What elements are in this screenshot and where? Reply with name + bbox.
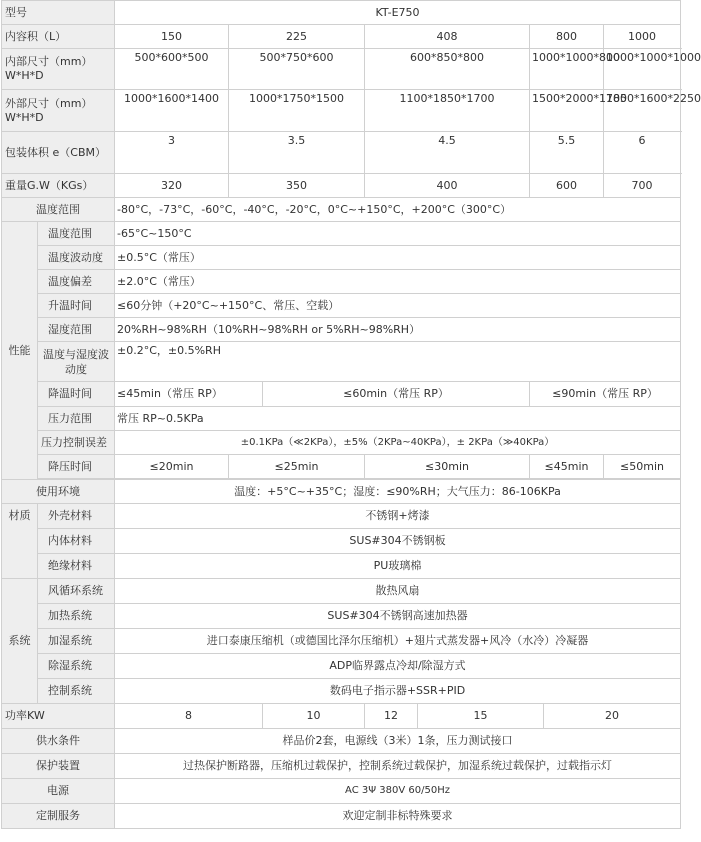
power-label: 功率KW (2, 704, 115, 729)
model-value: KT-E750 (115, 1, 681, 25)
row-outer-size (2, 90, 681, 132)
system-group-label: 系统 (2, 579, 38, 704)
outer-size-cell: 1000*1600*1400 (115, 90, 229, 132)
capacity-cell: 1000 (604, 25, 681, 49)
temp-fluct-label: 温度波动度 (38, 246, 115, 270)
inner-material-value: SUS#304不锈钢板 (115, 529, 681, 554)
outer-size-cell: 1500*2000*1700 (530, 90, 604, 132)
depress-time-label: 降压时间 (38, 455, 115, 479)
row-supply (2, 779, 681, 804)
air-label: 风循环系统 (38, 579, 115, 604)
cool-time-cell: ≤90min（常压 RP） (530, 382, 681, 407)
temp-dev-label: 温度偏差 (38, 270, 115, 294)
spec-table (1, 0, 701, 829)
heat-time-value: ≤60分钟（+20°C~+150°C、常压、空载） (115, 294, 681, 318)
perf-temp-range-value: -65°C~150°C (115, 222, 681, 246)
pressure-error-label: 压力控制误差 (38, 431, 115, 455)
row-water (2, 729, 681, 754)
row-temp-fluct (2, 246, 681, 270)
depress-time-cell: ≤20min (115, 455, 229, 479)
weight-label: 重量G.W（KGs） (2, 174, 115, 198)
weight-cell: 350 (229, 174, 365, 198)
pressure-range-label: 压力范围 (38, 407, 115, 431)
row-depress-time (2, 455, 681, 479)
capacity-cell: 800 (530, 25, 604, 49)
row-material-insulation (2, 554, 681, 579)
perf-temp-range-label: 温度范围 (38, 222, 115, 246)
power-cell: 15 (418, 704, 544, 729)
weight-cell: 320 (115, 174, 229, 198)
performance-group-label: 性能 (2, 222, 38, 480)
water-label: 供水条件 (2, 729, 115, 754)
shell-value: 不锈钢+烤漆 (115, 504, 681, 529)
supply-value: AC 3Ψ 380V 60/50Hz (115, 779, 681, 804)
protection-value: 过热保护断路器，压缩机过载保护，控制系统过载保护，加湿系统过载保护，过载指示灯 (115, 754, 681, 779)
row-weight (2, 174, 681, 198)
row-perf-temp-range (2, 222, 681, 246)
temp-range-value: -80°C，-73°C，-60°C，-40°C，-20°C，0°C~+150°C，+200°C（300°C） (115, 198, 681, 222)
row-system-heating (2, 604, 681, 629)
row-temp-range (2, 198, 681, 222)
shell-label: 外壳材料 (38, 504, 115, 529)
pressure-error-value: ±0.1KPa（≪2KPa），±5%（2KPa~40KPa），± 2KPa（≫40KPa） (115, 431, 681, 455)
temp-range-label: 温度范围 (2, 198, 115, 222)
row-heat-time (2, 294, 681, 318)
weight-cell: 600 (530, 174, 604, 198)
row-package (2, 132, 681, 174)
environment-label: 使用环境 (2, 480, 115, 504)
cool-time-cell: ≤45min（常压 RP） (115, 382, 263, 407)
control-label: 控制系统 (38, 679, 115, 704)
depress-time-cell: ≤45min (530, 455, 604, 479)
row-environment (2, 480, 681, 504)
temp-fluct-value: ±0.5°C（常压） (115, 246, 681, 270)
custom-value: 欢迎定制非标特殊要求 (115, 804, 681, 829)
package-cell: 5.5 (530, 132, 604, 174)
inner-size-cell: 500*750*600 (229, 49, 365, 90)
outer-size-cell: 1000*1750*1500 (229, 90, 365, 132)
material-group-label: 材质 (2, 504, 38, 579)
row-protection (2, 754, 681, 779)
capacity-cell: 408 (365, 25, 530, 49)
row-system-air (2, 579, 681, 604)
custom-label: 定制服务 (2, 804, 115, 829)
row-power (2, 704, 681, 729)
model-label: 型号 (2, 1, 115, 25)
row-material-inner (2, 529, 681, 554)
inner-material-label: 内体材料 (38, 529, 115, 554)
outer-size-label: 外部尺寸（mm）W*H*D (2, 90, 115, 132)
outer-size-cell: 1850*1600*2250 (604, 90, 681, 132)
power-cell: 10 (263, 704, 365, 729)
package-label: 包装体积 e（CBM） (2, 132, 115, 174)
inner-size-label: 内部尺寸（mm）W*H*D (2, 49, 115, 90)
inner-size-cell: 1000*1000*800 (530, 49, 604, 90)
inner-size-cell: 500*600*500 (115, 49, 229, 90)
cooling-value: 进口泰康压缩机（或德国比泽尔压缩机）+翅片式蒸发器+风冷（水冷）冷凝器 (115, 629, 681, 654)
depress-time-cell: ≤30min (365, 455, 530, 479)
capacity-cell: 150 (115, 25, 229, 49)
power-cell: 8 (115, 704, 263, 729)
row-humid-fluct (2, 342, 681, 382)
outer-size-cell: 1100*1850*1700 (365, 90, 530, 132)
depress-time-cell: ≤25min (229, 455, 365, 479)
inner-size-cell: 1000*1000*1000 (604, 49, 681, 90)
row-temp-dev (2, 270, 681, 294)
cooling-label: 加湿系统 (38, 629, 115, 654)
dehumid-label: 除湿系统 (38, 654, 115, 679)
row-cool-time (2, 382, 681, 407)
humidity-range-value: 20%RH~98%RH（10%RH~98%RH or 5%RH~98%RH） (115, 318, 681, 342)
humidity-range-label: 湿度范围 (38, 318, 115, 342)
package-cell: 3 (115, 132, 229, 174)
row-humidity-range (2, 318, 681, 342)
row-inner-size (2, 49, 681, 90)
air-value: 散热风扇 (115, 579, 681, 604)
row-pressure-range (2, 407, 681, 431)
weight-cell: 400 (365, 174, 530, 198)
temp-dev-value: ±2.0°C（常压） (115, 270, 681, 294)
humid-fluct-label: 温度与湿度波动度 (38, 342, 115, 382)
row-system-control (2, 679, 681, 704)
environment-value: 温度：+5°C~+35°C；湿度：≤90%RH；大气压力：86-106KPa (115, 480, 681, 504)
supply-label: 电源 (2, 779, 115, 804)
heating-value: SUS#304不锈钢高速加热器 (115, 604, 681, 629)
row-system-dehumid (2, 654, 681, 679)
power-cell: 12 (365, 704, 418, 729)
row-system-cooling (2, 629, 681, 654)
package-cell: 6 (604, 132, 681, 174)
power-cell: 20 (544, 704, 681, 729)
heating-label: 加热系统 (38, 604, 115, 629)
heat-time-label: 升温时间 (38, 294, 115, 318)
depress-time-cell: ≤50min (604, 455, 681, 479)
cool-time-label: 降温时间 (38, 382, 115, 407)
control-value: 数码电子指示器+SSR+PID (115, 679, 681, 704)
insulation-label: 绝缘材料 (38, 554, 115, 579)
row-material-shell (2, 504, 681, 529)
capacity-cell: 225 (229, 25, 365, 49)
inner-size-cell: 600*850*800 (365, 49, 530, 90)
insulation-value: PU玻璃棉 (115, 554, 681, 579)
package-cell: 4.5 (365, 132, 530, 174)
row-capacity (2, 25, 681, 49)
water-value: 样品价2套，电源线（3米）1条，压力测试接口 (115, 729, 681, 754)
package-cell: 3.5 (229, 132, 365, 174)
capacity-label: 内容积（L） (2, 25, 115, 49)
weight-cell: 700 (604, 174, 681, 198)
humid-fluct-value: ±0.2°C，±0.5%RH (115, 342, 681, 382)
cool-time-cell: ≤60min（常压 RP） (263, 382, 530, 407)
dehumid-value: ADP临界露点冷却/除湿方式 (115, 654, 681, 679)
row-model (2, 1, 681, 25)
pressure-range-value: 常压 RP~0.5KPa (115, 407, 681, 431)
row-custom (2, 804, 681, 829)
protection-label: 保护装置 (2, 754, 115, 779)
row-pressure-error (2, 431, 681, 455)
